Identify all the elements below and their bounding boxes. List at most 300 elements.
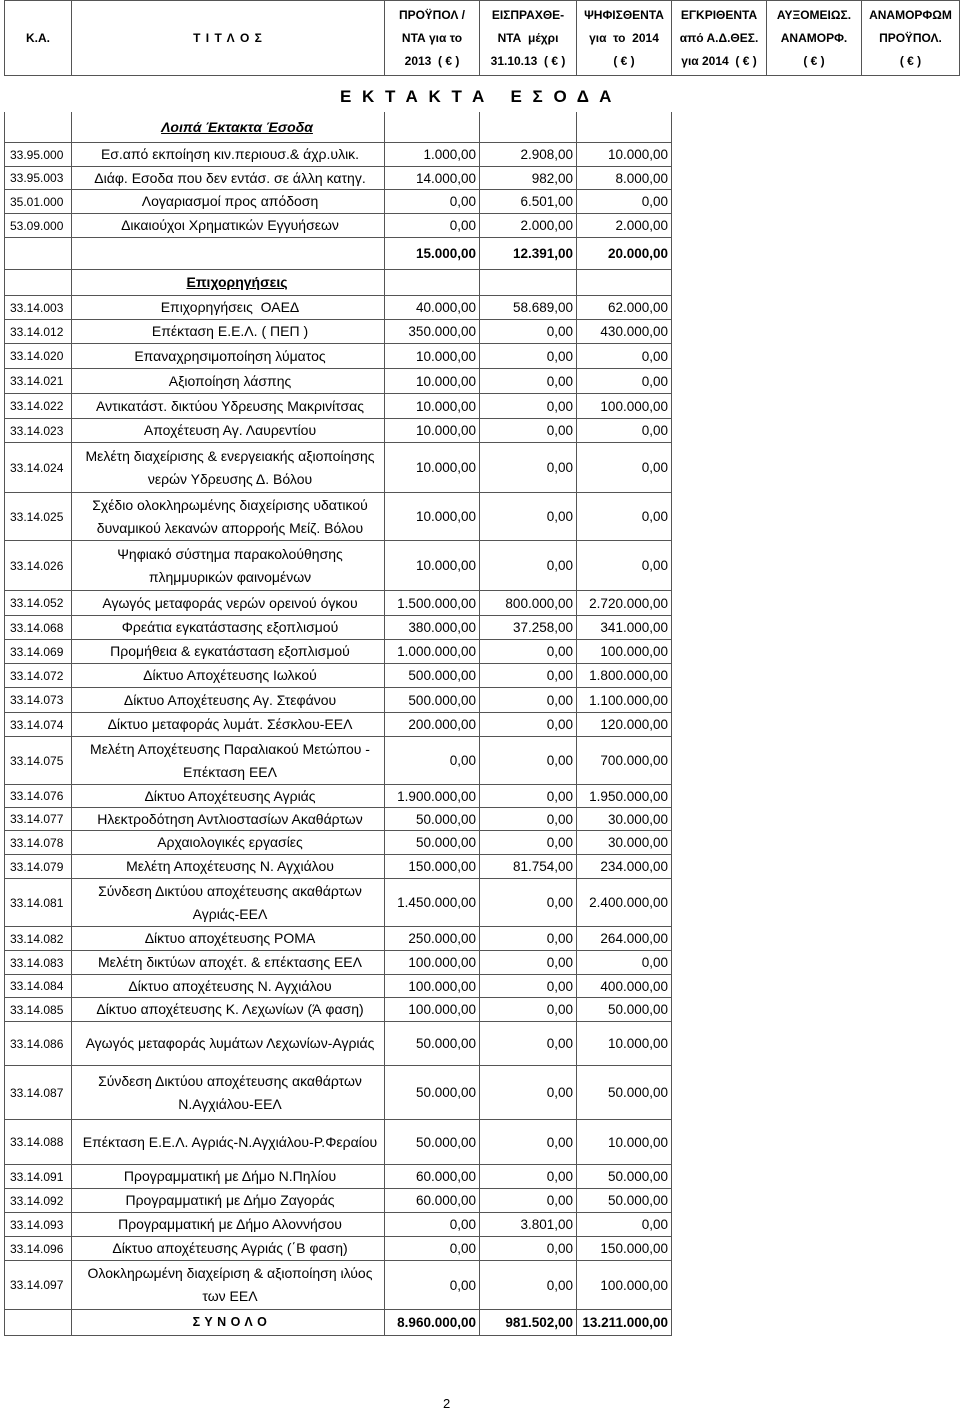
account-code-cell [4, 737, 72, 785]
collected-value-cell [480, 1066, 577, 1120]
voted-2014-value-cell [577, 785, 672, 808]
collected-value-cell [480, 1120, 577, 1165]
item-title-line: Προγραμματική με Δήμο Αλοννήσου [118, 1216, 342, 1232]
budget-2013-value: 50.000,00 [415, 1134, 476, 1150]
account-code: 33.14.084 [10, 979, 64, 993]
group-heading: Λοιπά Έκτακτα Έσοδα [161, 118, 313, 135]
collected-value-cell [480, 541, 577, 591]
account-code-cell [4, 320, 72, 344]
collected-value-cell [480, 975, 577, 998]
item-title-line: Δίκτυο αποχέτευσης Ν. Αγχιάλου [128, 977, 332, 994]
voted-2014-value-cell [577, 998, 672, 1022]
collected-value: 0,00 [546, 558, 573, 573]
budget-2013-value: 14.000,00 [415, 170, 476, 186]
item-title-cell [72, 975, 385, 998]
table-row [4, 640, 672, 664]
item-title-cell [72, 443, 385, 493]
collected-value: 2.000,00 [520, 218, 573, 233]
account-code: 33.14.097 [10, 1278, 64, 1292]
voted-2014-value-cell [577, 1120, 672, 1165]
budget-2013-value: 50.000,00 [415, 1085, 476, 1100]
budget-2013-value: 200.000,00 [408, 717, 476, 732]
account-code-cell [4, 394, 72, 419]
table-row [4, 713, 672, 737]
item-title-line: Προγραμματική με Δήμο Ζαγοράς [125, 1192, 335, 1208]
header-line: ΨΗΦΙΣΘΕΝΤΑ [584, 7, 664, 22]
item-title-line: Δικαιούχοι Χρηματικών Εγγυήσεων [121, 217, 339, 233]
collected-value-cell [480, 1310, 577, 1336]
collected-value-cell [480, 270, 577, 296]
collected-value: 0,00 [546, 423, 573, 438]
collected-value-cell [480, 344, 577, 369]
budget-2013-value-cell [385, 616, 480, 640]
item-title-cell [72, 951, 385, 975]
collected-value-cell [480, 214, 577, 238]
voted-2014-value: 1.950.000,00 [589, 788, 668, 804]
collected-value: 0,00 [546, 717, 573, 732]
collected-value: 0,00 [546, 1085, 573, 1100]
budget-2013-value: 1.450.000,00 [397, 895, 476, 910]
header-line: ΝΤΑ για το [401, 30, 463, 45]
budget-2013-value-cell [385, 664, 480, 688]
header-line: για 2014 ( € ) [681, 53, 757, 68]
collected-value: 3.801,00 [520, 1217, 573, 1232]
voted-2014-value-cell [577, 713, 672, 737]
budget-2013-value-cell [385, 238, 480, 270]
collected-value: 0,00 [546, 1277, 573, 1293]
budget-2013-value: 10.000,00 [415, 398, 476, 414]
table-row [4, 831, 672, 855]
voted-2014-value: 0,00 [641, 509, 668, 524]
collected-value-cell [480, 879, 577, 927]
voted-2014-value-cell [577, 1022, 672, 1066]
collected-value: 0,00 [546, 978, 573, 994]
table-row [4, 167, 672, 190]
budget-2013-value: 1.000.000,00 [397, 644, 476, 659]
account-code: 33.14.069 [10, 644, 64, 659]
voted-2014-value-cell [577, 1237, 672, 1261]
voted-2014-value: 50.000,00 [607, 1193, 668, 1208]
item-title-line: Επέκταση ΕΕΛ [182, 763, 277, 780]
voted-2014-value: 30.000,00 [607, 835, 668, 850]
budget-2013-value: 10.000,00 [415, 348, 476, 364]
collected-value: 0,00 [546, 373, 573, 389]
budget-2013-value-cell [385, 951, 480, 975]
budget-2013-value-cell [385, 443, 480, 493]
budget-2013-value-cell [385, 344, 480, 369]
account-code-cell [4, 214, 72, 238]
collected-value: 0,00 [546, 753, 573, 768]
voted-2014-value-cell [577, 143, 672, 167]
budget-2013-value: 1.000,00 [423, 147, 476, 162]
item-title-line: Δίκτυο αποχέτευσης Κ. Λεχωνίων (Ά φαση) [96, 1001, 364, 1017]
budget-2013-value: 50.000,00 [415, 835, 476, 850]
account-code-cell [4, 640, 72, 664]
account-code-cell [4, 1237, 72, 1261]
budget-2013-value: 10.000,00 [415, 558, 476, 573]
voted-2014-value-cell [577, 296, 672, 320]
item-title-line: Εσ.από εκποίηση κιν.περιουσ.& άχρ.υλικ. [100, 146, 360, 162]
collected-value-cell [480, 785, 577, 808]
collected-value-cell [480, 664, 577, 688]
table-row [4, 1189, 672, 1213]
collected-value-cell [480, 998, 577, 1022]
item-title-cell [72, 541, 385, 591]
account-code-cell [4, 1022, 72, 1066]
voted-2014-value-cell [577, 270, 672, 296]
account-code-cell [4, 975, 72, 998]
voted-2014-value: 10.000,00 [607, 1036, 668, 1051]
header-title-label: Τ Ι Τ Λ Ο Σ [193, 30, 263, 45]
collected-value-cell [480, 1022, 577, 1066]
budget-2013-value: 350.000,00 [408, 324, 476, 339]
table-row [4, 998, 672, 1022]
collected-value: 0,00 [546, 460, 573, 475]
item-title-cell [72, 1022, 385, 1066]
voted-2014-value-cell [577, 855, 672, 879]
item-title-cell [72, 320, 385, 344]
table-row [4, 591, 672, 616]
collected-value-cell [480, 831, 577, 855]
collected-value-cell [480, 143, 577, 167]
voted-2014-value-cell [577, 167, 672, 190]
item-title-line: Αντικατάστ. δικτύου Υδρευσης Μακρινίτσας [95, 397, 364, 414]
budget-2013-value-cell [385, 320, 480, 344]
header-collected [480, 0, 577, 76]
item-title-line: Επιχορηγήσεις ΟΑΕΔ [160, 299, 300, 315]
item-title-line: Λογαριασμοί προς απόδοση [141, 193, 319, 209]
account-code-cell [4, 951, 72, 975]
item-title-cell [72, 214, 385, 238]
item-title-cell [72, 493, 385, 541]
item-title-line: Αποχέτευση Αγ. Λαυρεντίου [143, 422, 317, 438]
table-row [4, 344, 672, 369]
page-number: 2 [443, 1396, 451, 1411]
budget-2013-value-cell [385, 394, 480, 419]
item-title-line: Μελέτη Αποχέτευσης Ν. Αγχιάλου [126, 858, 334, 874]
voted-2014-value: 8.000,00 [615, 170, 668, 186]
header-line: ( € ) [613, 53, 635, 68]
budget-2013-value: 250.000,00 [408, 931, 476, 946]
item-title-cell [72, 238, 385, 270]
collected-value-cell [480, 1165, 577, 1189]
table-row [4, 541, 672, 591]
collected-value: 0,00 [546, 348, 573, 364]
item-title-cell [72, 713, 385, 737]
account-code-cell [4, 1310, 72, 1336]
table-row [4, 493, 672, 541]
voted-2014-value: 1.800.000,00 [589, 668, 668, 683]
table-row [4, 320, 672, 344]
header-title [72, 0, 385, 76]
collected-value-cell [480, 419, 577, 443]
collected-value-cell [480, 1237, 577, 1261]
budget-2013-value-cell [385, 541, 480, 591]
header-line: ΝΤΑ μέχρι [497, 30, 559, 45]
account-code: 33.95.000 [10, 147, 64, 162]
account-code-cell [4, 1120, 72, 1165]
collected-value-cell [480, 927, 577, 951]
collected-value-cell [480, 1213, 577, 1237]
collected-value: 0,00 [546, 895, 573, 910]
table-row [4, 951, 672, 975]
collected-value: 0,00 [546, 509, 573, 524]
account-code: 33.14.075 [10, 753, 64, 768]
table-row [4, 214, 672, 238]
header-line: 31.10.13 ( € ) [490, 53, 566, 68]
collected-value-cell [480, 320, 577, 344]
item-title-line: Φρεάτια εγκατάστασης εξοπλισμού [121, 619, 339, 635]
budget-2013-value: 1.500.000,00 [397, 595, 476, 611]
budget-2013-value: 10.000,00 [415, 423, 476, 438]
collected-value: 0,00 [546, 324, 573, 339]
account-code: 33.14.023 [10, 423, 64, 438]
collected-value: 37.258,00 [512, 620, 573, 635]
voted-2014-value: 100.000,00 [600, 644, 668, 659]
account-code: 33.14.079 [10, 859, 64, 874]
item-title-cell [72, 640, 385, 664]
budget-2013-value: 0,00 [449, 753, 476, 768]
account-code-cell [4, 443, 72, 493]
collected-value-cell [480, 1189, 577, 1213]
voted-2014-value-cell [577, 1066, 672, 1120]
voted-2014-value: 10.000,00 [607, 147, 668, 162]
header-code [4, 0, 72, 76]
voted-2014-value-cell [577, 616, 672, 640]
item-title-cell [72, 1237, 385, 1261]
account-code: 33.14.091 [10, 1169, 64, 1184]
collected-value: 12.391,00 [512, 246, 573, 261]
header-line: ( € ) [899, 53, 922, 68]
table-row [4, 1165, 672, 1189]
item-title-cell [72, 927, 385, 951]
account-code-cell [4, 616, 72, 640]
item-title-cell [72, 190, 385, 214]
account-code: 33.14.025 [10, 509, 64, 524]
item-title-line: Ολοκληρωμένη διαχείριση & αξιοποίηση ιλύος [87, 1265, 373, 1281]
account-code: 33.14.076 [10, 789, 64, 803]
voted-2014-value: 150.000,00 [600, 1241, 668, 1256]
item-title-cell [72, 879, 385, 927]
item-title-line: Δίκτυο Αποχέτευσης Ιωλκού [143, 667, 317, 683]
account-code-cell [4, 344, 72, 369]
voted-2014-value-cell [577, 1213, 672, 1237]
voted-2014-value: 30.000,00 [607, 811, 668, 827]
item-title-cell [72, 1165, 385, 1189]
item-title-line: Δίκτυο αποχέτευσης Αγριάς (΄Β φαση) [112, 1240, 348, 1256]
budget-2013-value-cell [385, 1261, 480, 1310]
budget-2013-value: 50.000,00 [415, 811, 476, 827]
table-row [4, 808, 672, 831]
collected-value: 0,00 [546, 1193, 573, 1208]
budget-2013-value-cell [385, 688, 480, 713]
header-line: από Α.Δ.ΘΕΣ. [679, 30, 759, 45]
account-code-cell [4, 1189, 72, 1213]
budget-2013-value: 100.000,00 [408, 955, 476, 970]
voted-2014-value: 100.000,00 [600, 398, 668, 414]
collected-value: 0,00 [546, 788, 573, 804]
account-code: 33.14.074 [10, 717, 64, 732]
collected-value: 0,00 [546, 644, 573, 659]
item-title-line: Μελέτη διαχείρισης & ενεργειακής αξιοποίησης [85, 447, 375, 464]
table-header [4, 0, 960, 76]
account-code: 33.14.088 [10, 1135, 64, 1149]
item-title-line: Αγριάς-ΕΕΛ [192, 905, 268, 922]
item-title-cell [72, 664, 385, 688]
item-title-line: Δίκτυο Αποχέτευσης Αγ. Στεφάνου [123, 691, 337, 708]
table-row [4, 1120, 672, 1165]
voted-2014-value-cell [577, 1261, 672, 1310]
budget-2013-value-cell [385, 270, 480, 296]
voted-2014-value: 234.000,00 [600, 859, 668, 874]
item-title-cell [72, 419, 385, 443]
budget-table-body [4, 112, 672, 1336]
header-line: ΠΡΟΫΠΟΛ / [398, 7, 466, 22]
voted-2014-value: 0,00 [641, 373, 668, 389]
budget-2013-value: 0,00 [449, 1277, 476, 1293]
voted-2014-value-cell [577, 1310, 672, 1336]
budget-2013-value: 40.000,00 [415, 300, 476, 315]
budget-2013-value: 15.000,00 [415, 246, 476, 261]
collected-value-cell [480, 296, 577, 320]
budget-2013-value-cell [385, 369, 480, 394]
item-title-line: Ν.Αγχιάλου-ΕΕΛ [178, 1095, 282, 1112]
item-title-line: Επέκταση Ε.Ε.Λ. ( ΠΕΠ ) [151, 323, 309, 339]
header-approved-2014 [672, 0, 767, 76]
table-row [4, 855, 672, 879]
item-title-cell [72, 1189, 385, 1213]
collected-value: 0,00 [546, 692, 573, 708]
account-code: 33.14.081 [10, 895, 64, 910]
voted-2014-value-cell [577, 1189, 672, 1213]
account-code: 35.01.000 [10, 194, 64, 209]
table-row [4, 927, 672, 951]
budget-2013-value-cell [385, 713, 480, 737]
account-code-cell [4, 998, 72, 1022]
total-row [4, 1310, 672, 1336]
item-title-line: Προγραμματική με Δήμο Ν.Πηλίου [123, 1168, 337, 1184]
voted-2014-value-cell [577, 214, 672, 238]
heading-row [4, 270, 672, 296]
budget-2013-value: 0,00 [449, 1217, 476, 1232]
item-title-line: Δίκτυο αποχέτευσης ΡΟΜΑ [144, 930, 316, 946]
account-code: 33.14.093 [10, 1217, 64, 1232]
budget-2013-value: 0,00 [449, 218, 476, 233]
item-title-cell [72, 591, 385, 616]
voted-2014-value-cell [577, 238, 672, 270]
heading-row [4, 112, 672, 143]
item-title-cell [72, 831, 385, 855]
budget-2013-value: 380.000,00 [408, 620, 476, 635]
account-code-cell [4, 664, 72, 688]
collected-value-cell [480, 951, 577, 975]
budget-2013-value: 10.000,00 [415, 509, 476, 524]
collected-value-cell [480, 190, 577, 214]
table-row [4, 1237, 672, 1261]
item-title-line: πλημμυρικών φαινομένων [148, 568, 312, 585]
budget-2013-value-cell [385, 927, 480, 951]
table-row [4, 1261, 672, 1310]
account-code: 33.14.086 [10, 1036, 64, 1051]
voted-2014-value-cell [577, 493, 672, 541]
account-code: 33.14.020 [10, 349, 64, 363]
item-title-cell [72, 616, 385, 640]
item-title-line: Αρχαιολογικές εργασίες [157, 834, 303, 850]
account-code-cell [4, 167, 72, 190]
table-row [4, 369, 672, 394]
budget-2013-value: 10.000,00 [415, 460, 476, 475]
account-code: 33.14.085 [10, 1002, 64, 1017]
collected-value: 0,00 [546, 931, 573, 946]
account-code-cell [4, 296, 72, 320]
account-code-cell [4, 855, 72, 879]
budget-2013-value-cell [385, 167, 480, 190]
collected-value-cell [480, 1261, 577, 1310]
account-code: 33.14.087 [10, 1085, 64, 1100]
header-line: ΕΙΣΠΡΑΧΘΕ- [491, 7, 565, 22]
account-code-cell [4, 927, 72, 951]
item-title-cell [72, 1213, 385, 1237]
voted-2014-value: 0,00 [641, 558, 668, 573]
item-title-line: Αγωγός μεταφοράς νερών ορεινού όγκου [102, 594, 358, 611]
voted-2014-value-cell [577, 443, 672, 493]
account-code-cell [4, 831, 72, 855]
voted-2014-value-cell [577, 320, 672, 344]
collected-value: 0,00 [546, 835, 573, 850]
budget-2013-value: 500.000,00 [408, 692, 476, 708]
voted-2014-value: 2.000,00 [615, 218, 668, 233]
budget-2013-value-cell [385, 879, 480, 927]
voted-2014-value-cell [577, 688, 672, 713]
voted-2014-value: 264.000,00 [600, 931, 668, 946]
table-row [4, 394, 672, 419]
header-line: ΑΝΑΜΟΡΦ. [780, 30, 848, 45]
voted-2014-value: 0,00 [641, 348, 668, 364]
budget-2013-value-cell [385, 998, 480, 1022]
account-code: 33.14.021 [10, 374, 64, 388]
voted-2014-value: 0,00 [641, 423, 668, 438]
account-code: 33.14.052 [10, 596, 64, 610]
voted-2014-value-cell [577, 808, 672, 831]
budget-2013-value: 100.000,00 [408, 1002, 476, 1017]
budget-2013-value: 100.000,00 [408, 978, 476, 994]
item-title-cell [72, 808, 385, 831]
budget-2013-value-cell [385, 1213, 480, 1237]
header-voted-2014 [577, 0, 672, 76]
collected-value: 800.000,00 [505, 595, 573, 611]
collected-value-cell [480, 167, 577, 190]
item-title-line: Ψηφιακό σύστημα παρακολούθησης [117, 545, 343, 562]
collected-value: 0,00 [546, 668, 573, 683]
table-row [4, 296, 672, 320]
collected-value: 0,00 [546, 955, 573, 970]
budget-2013-value-cell [385, 1237, 480, 1261]
voted-2014-value: 10.000,00 [607, 1134, 668, 1150]
item-title-cell [72, 112, 385, 143]
budget-2013-value-cell [385, 975, 480, 998]
budget-2013-value-cell [385, 855, 480, 879]
table-row [4, 190, 672, 214]
item-title-cell [72, 143, 385, 167]
header-line: ( € ) [803, 53, 825, 68]
section-title: Ε Κ Τ Α Κ Τ Α Ε Σ Ο Δ Α [340, 87, 615, 106]
table-row [4, 664, 672, 688]
voted-2014-value-cell [577, 640, 672, 664]
table-row [4, 688, 672, 713]
item-title-line: Προμήθεια & εγκατάσταση εξοπλισμού [110, 643, 350, 659]
budget-2013-value-cell [385, 1120, 480, 1165]
voted-2014-value-cell [577, 879, 672, 927]
